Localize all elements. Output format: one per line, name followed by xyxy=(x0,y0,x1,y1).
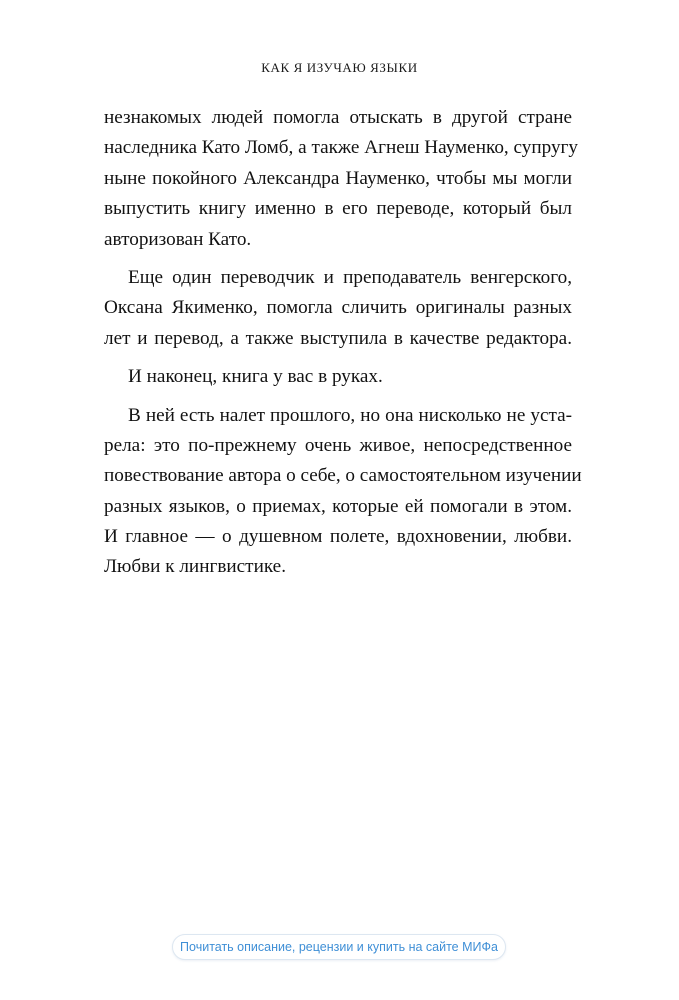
text-line: Оксана Якименко, помогла сличить оригиналы разных xyxy=(104,297,572,319)
buy-on-mif-link[interactable]: Почитать описание, рецензии и купить на сайте МИФа xyxy=(172,934,506,960)
text-line: авторизован Като. xyxy=(104,228,252,250)
text-line: незнакомых людей помогла отыскать в другой стране xyxy=(104,107,572,128)
paragraph xyxy=(104,401,582,583)
text-line: В ней есть налет прошлого, но она нисколько не уста- xyxy=(128,404,572,426)
text-line: лет и перевод, а также выступила в качестве редактора. xyxy=(104,327,572,349)
running-head: КАК Я ИЗУЧАЮ ЯЗЫКИ xyxy=(261,60,418,75)
paragraph xyxy=(104,103,579,255)
text-line: наследника Като Ломб, а также Агнеш Науменко, супругу xyxy=(104,137,579,159)
text-line: ныне покойного Александра Науменко, чтобы мы могли xyxy=(104,167,572,189)
text-line: Любви к лингвистике. xyxy=(104,556,286,578)
text-line: рела: это по-прежнему очень живое, непосредственное xyxy=(104,434,572,456)
text-line: выпустить книгу именно в его переводе, который был xyxy=(104,198,572,220)
text-line: Еще один переводчик и преподаватель венгерского, xyxy=(128,266,572,288)
text-line: И главное — о душевном полете, вдохновении, любви. xyxy=(104,526,572,548)
body-text xyxy=(104,103,582,583)
text-line: повествование автора о себе, о самостоятельном изучении xyxy=(104,465,582,487)
paragraph xyxy=(104,362,572,392)
text-line: разных языков, о приемах, которые ей помогали в этом. xyxy=(104,495,572,517)
text-line: И наконец, книга у вас в руках. xyxy=(128,366,383,388)
paragraph xyxy=(104,263,572,354)
